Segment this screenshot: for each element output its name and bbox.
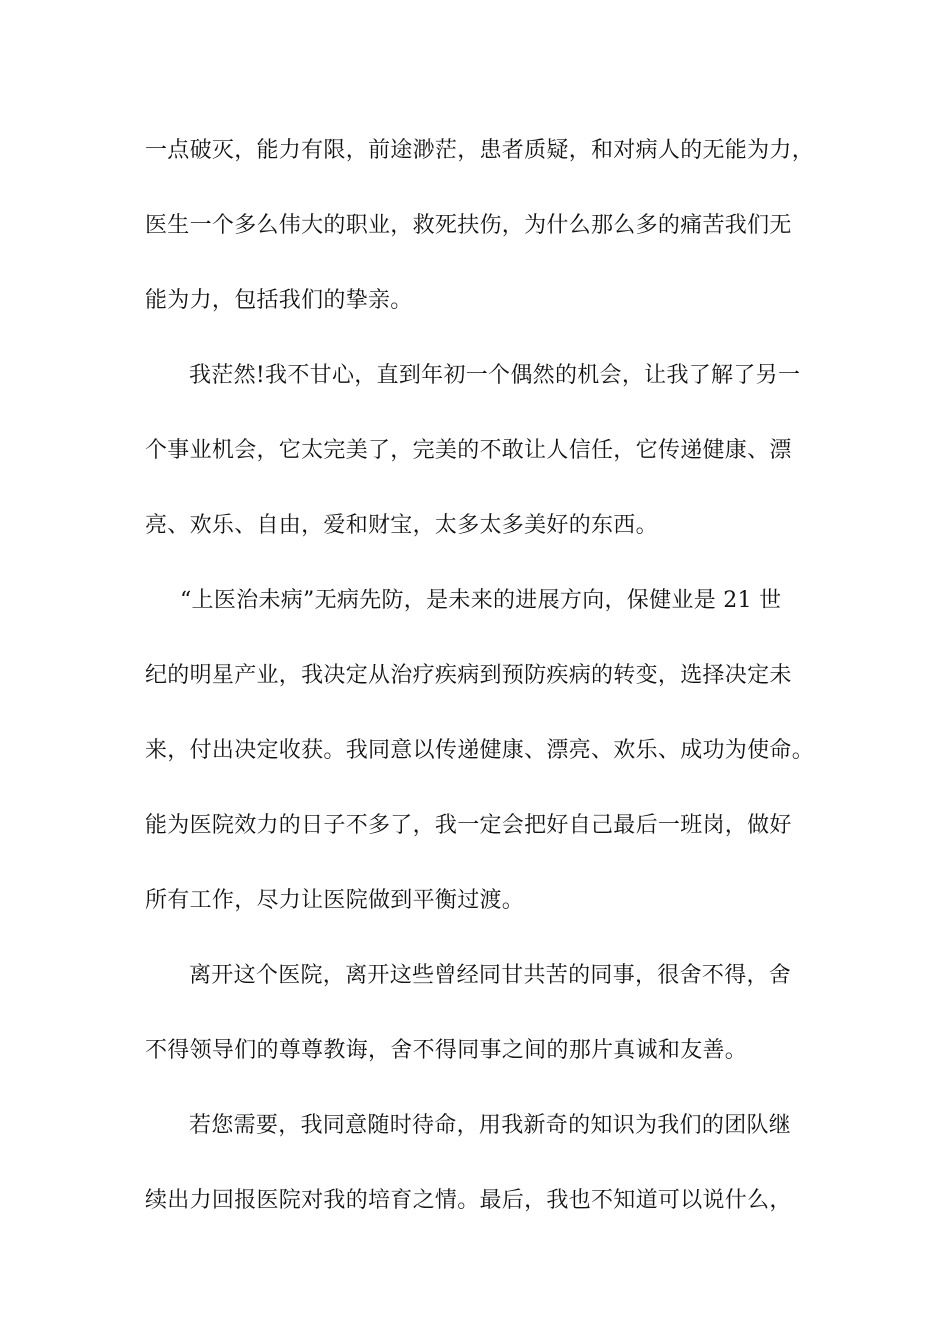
text-line: 医生一个多么伟大的职业，救死扶伤，为什么那么多的痛苦我们无 [145,213,792,238]
text-line: 能为医院效力的日子不多了，我一定会把好自己最后一班岗，做好 [145,813,792,838]
text-line: 来，付出决定收获。我同意以传递健康、漂亮、欢乐、成功为使命。 [145,738,815,763]
text-line: 一点破灭，能力有限，前途渺茫，患者质疑，和对病人的无能为力， [145,138,815,163]
text-line: 续出力回报医院对我的培育之情。最后，我也不知道可以说什么， [145,1188,792,1213]
text-line: 纪的明星产业，我决定从治疗疾病到预防疾病的转变，选择决定未 [145,663,792,688]
paragraph-first-line: 离开这个医院，离开这些曾经同甘共苦的同事，很舍不得，舍 [189,963,792,988]
text-line: 个事业机会，它太完美了，完美的不敢让人信任，它传递健康、漂 [145,438,792,463]
text-line: 不得领导们的尊尊教诲，舍不得同事之间的那片真诚和友善。 [145,1038,748,1063]
text-line: 所有工作，尽力让医院做到平衡过渡。 [145,888,525,913]
paragraph-first-line: “上医治未病”无病先防，是未来的进展方向，保健业是 21 世 [180,588,782,613]
paragraph-first-line: 若您需要，我同意随时待命，用我新奇的知识为我们的团队继 [189,1113,792,1138]
text-line: 亮、欢乐、自由，爱和财宝，太多太多美好的东西。 [145,513,658,538]
text-line: 能为力，包括我们的挚亲。 [145,288,413,313]
paragraph-first-line: 我茫然!我不甘心，直到年初一个偶然的机会，让我了解了另一 [189,363,801,388]
